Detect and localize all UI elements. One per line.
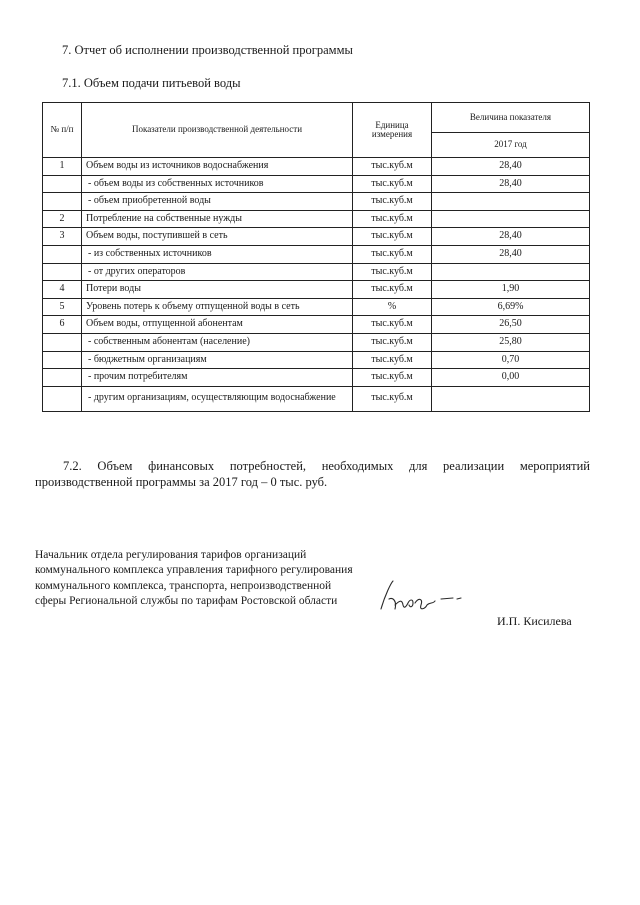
row-indicator: Уровень потерь к объему отпущенной воды в сеть	[82, 298, 353, 316]
row-unit: тыс.куб.м	[353, 228, 432, 246]
row-value	[432, 210, 590, 228]
row-value: 28,40	[432, 175, 590, 193]
row-value: 26,50	[432, 316, 590, 334]
row-number: 3	[43, 228, 82, 246]
row-unit: тыс.куб.м	[353, 245, 432, 263]
paragraph-7-2: 7.2. Объем финансовых потребностей, необходимых для реализации мероприятий производственной программы за 2017 год – 0 тыс. руб.	[35, 459, 590, 490]
row-unit: тыс.куб.м	[353, 281, 432, 299]
header-indicator: Показатели производственной деятельности	[82, 103, 353, 158]
row-unit: тыс.куб.м	[353, 333, 432, 351]
row-value: 28,40	[432, 158, 590, 176]
row-value	[432, 263, 590, 281]
table-row	[43, 210, 590, 228]
header-num: № п/п	[43, 103, 82, 158]
row-number	[43, 351, 82, 369]
row-indicator: - объем приобретенной воды	[82, 193, 353, 211]
row-indicator: - бюджетным организациям	[82, 351, 353, 369]
row-number: 5	[43, 298, 82, 316]
header-value-group: Величина показателя	[432, 103, 590, 133]
row-number	[43, 333, 82, 351]
table-row	[43, 281, 590, 299]
table-row	[43, 369, 590, 387]
row-unit: тыс.куб.м	[353, 158, 432, 176]
row-indicator: Потребление на собственные нужды	[82, 210, 353, 228]
water-supply-table	[42, 102, 590, 412]
header-year: 2017 год	[432, 133, 590, 158]
section-title: 7. Отчет об исполнении производственной программы	[62, 43, 353, 57]
row-indicator: Объем воды, поступившей в сеть	[82, 228, 353, 246]
table-row	[43, 245, 590, 263]
table-row	[43, 333, 590, 351]
table-header-row	[43, 103, 590, 133]
row-unit: тыс.куб.м	[353, 263, 432, 281]
row-indicator: Объем воды из источников водоснабжения	[82, 158, 353, 176]
table-row	[43, 263, 590, 281]
row-indicator: - прочим потребителям	[82, 369, 353, 387]
row-value	[432, 193, 590, 211]
row-indicator: Потери воды	[82, 281, 353, 299]
row-unit: тыс.куб.м	[353, 386, 432, 411]
table-row	[43, 193, 590, 211]
table-row	[43, 316, 590, 334]
table-row	[43, 386, 590, 411]
row-indicator: - от других операторов	[82, 263, 353, 281]
row-unit: тыс.куб.м	[353, 210, 432, 228]
row-number	[43, 175, 82, 193]
row-value: 6,69%	[432, 298, 590, 316]
row-number	[43, 245, 82, 263]
row-indicator: - из собственных источников	[82, 245, 353, 263]
row-number	[43, 193, 82, 211]
row-unit: тыс.куб.м	[353, 351, 432, 369]
row-unit: тыс.куб.м	[353, 175, 432, 193]
row-value: 0,00	[432, 369, 590, 387]
row-number	[43, 386, 82, 411]
row-value: 0,70	[432, 351, 590, 369]
signatory-name: И.П. Кисилева	[497, 614, 572, 628]
row-unit: тыс.куб.м	[353, 193, 432, 211]
row-number: 4	[43, 281, 82, 299]
row-number: 1	[43, 158, 82, 176]
row-unit: тыс.куб.м	[353, 369, 432, 387]
table-body	[43, 158, 590, 412]
table-row	[43, 298, 590, 316]
signatory-title: Начальник отдела регулирования тарифов организаций коммунального комплекса управления тарифного регулирования коммунального комплекса, транспорта, непроизводственной сферы Региональной службы по тарифам Ростовской области	[35, 549, 353, 607]
row-indicator: Объем воды, отпущенной абонентам	[82, 316, 353, 334]
row-value: 28,40	[432, 228, 590, 246]
subsection-title: 7.1. Объем подачи питьевой воды	[62, 76, 241, 90]
row-number: 2	[43, 210, 82, 228]
row-unit: %	[353, 298, 432, 316]
row-indicator: - объем воды из собственных источников	[82, 175, 353, 193]
header-unit: Единица измерения	[353, 103, 432, 158]
row-number	[43, 263, 82, 281]
row-number: 6	[43, 316, 82, 334]
row-indicator: - другим организациям, осуществляющим водоснабжение	[82, 386, 353, 411]
row-value	[432, 386, 590, 411]
row-value: 28,40	[432, 245, 590, 263]
table-row	[43, 228, 590, 246]
table-row	[43, 175, 590, 193]
row-unit: тыс.куб.м	[353, 316, 432, 334]
row-number	[43, 369, 82, 387]
table-row	[43, 351, 590, 369]
row-value: 25,80	[432, 333, 590, 351]
row-value: 1,90	[432, 281, 590, 299]
table-row	[43, 158, 590, 176]
handwritten-signature	[375, 575, 465, 620]
row-indicator: - собственным абонентам (население)	[82, 333, 353, 351]
